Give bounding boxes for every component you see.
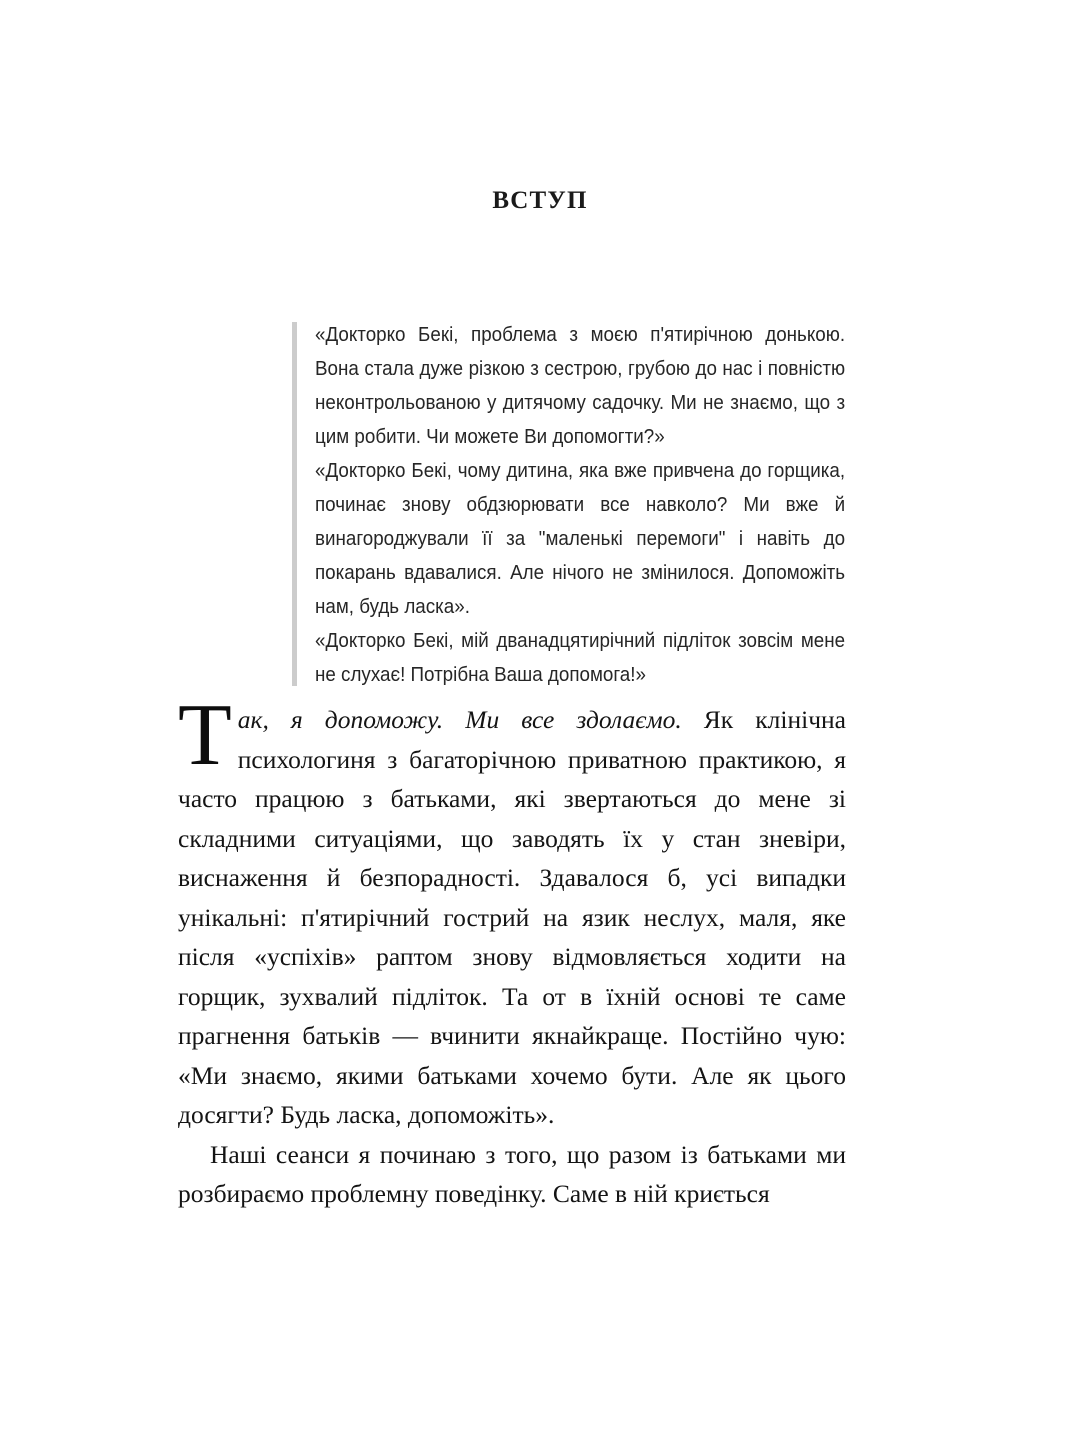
pullquote-rule xyxy=(292,322,297,686)
pullquote-block xyxy=(292,318,845,692)
pullquote-paragraph: «Докторко Бекі, проблема з моєю п'ятирічною донькою. Вона стала дуже різкою з сестрою, грубою до нас і повністю неконтрольованою у дитячому садочку. Ми не знаємо, що з цим робити. Чи можете Ви допомогти?» xyxy=(315,324,846,448)
body-paragraph-text: Як клінічна психологиня з багаторічною приватною практикою, я часто працюю з батьками, які звертаються до мене зі складними ситуаціями, що заводять їх у стан зневіри, виснаження й безпорадності. Здавалося б, усі випадки унікальні: п'ятирічний гострий на язик неслух, маля, яке після «успіхів» раптом знову відмовляється ходити на горщик, зухвалий підліток. Та от в їхній основі те саме прагнення батьків — вчинити якнайкраще. Постійно чую: «Ми знаємо, якими батьками хочемо бути. Але як цього досягти? Будь ласка, допоможіть». xyxy=(178,705,846,1129)
body-paragraph: Наші сеанси я починаю з того, що разом із батьками ми розбираємо проблемну поведінку. Саме в ній криється xyxy=(178,1139,846,1208)
body-text xyxy=(178,687,846,1214)
drop-cap: Т xyxy=(178,687,232,784)
lead-italic-phrase: ак, я допоможу. Ми все здолаємо. xyxy=(237,705,682,734)
pullquote-paragraph: «Докторко Бекі, чому дитина, яка вже привчена до горщика, починає знову обдзюрювати все навколо? Ми вже й винагороджували її за "маленькі перемоги" і навіть до покарань вдавалися. Але нічого не змінилося. Допоможіть нам, будь ласка». xyxy=(315,460,846,618)
body-paragraph xyxy=(178,687,846,1135)
page-title: ВСТУП xyxy=(492,186,588,214)
pullquote-paragraph: «Докторко Бекі, мій дванадцятирічний підліток зовсім мене не слухає! Потрібна Ваша допомога!» xyxy=(315,630,846,686)
